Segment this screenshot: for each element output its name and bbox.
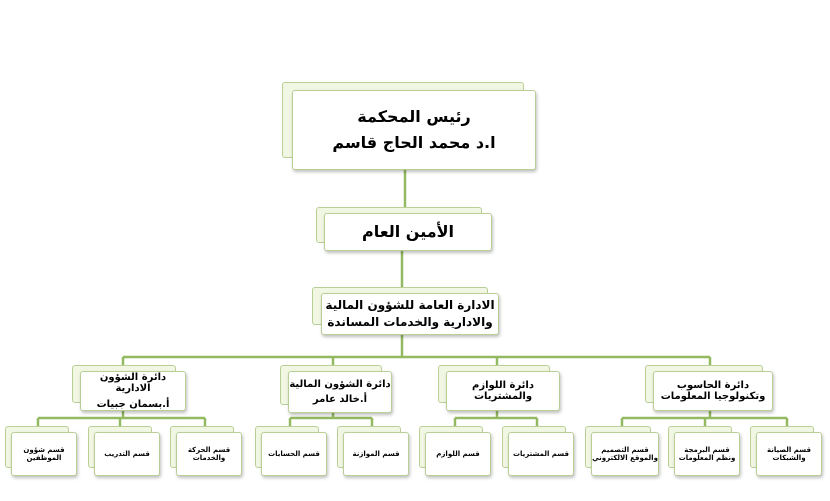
section-label-2: والشبكات: [772, 454, 806, 462]
section-label-2: ونظم المعلومات: [678, 454, 736, 462]
section-label: قسم شؤون: [23, 445, 65, 454]
section-label-2: والخدمات: [192, 454, 226, 462]
general-admin-line2: والادارية والخدمات المساندة: [327, 314, 493, 329]
section-label: قسم اللوازم: [436, 449, 480, 458]
general-admin-line1: الادارة العامة للشؤون المالية: [325, 297, 495, 312]
section-label: قسم الصيانة: [767, 445, 811, 454]
section-label: قسم البرمجة: [684, 445, 730, 454]
department-name: دائرة الشؤون الادارية: [99, 371, 167, 395]
section-label: قسم التدريب: [104, 449, 150, 458]
section-label-2: الموظفين: [26, 454, 62, 462]
department-subtitle: وتكنولوجيا المعلومات: [660, 391, 766, 402]
department-head: أ.بسمان جبيات: [96, 398, 170, 410]
head-title: رئيس المحكمة: [357, 106, 471, 126]
section-label-2: والموقع الالكتروني: [592, 454, 658, 462]
department-name: دائرة الحاسوب: [676, 379, 750, 391]
section-label: قسم الحركة: [187, 445, 231, 454]
department-name: دائرة الشؤون المالية: [289, 378, 391, 390]
section-label: قسم المشتريات: [513, 449, 569, 458]
section-label: قسم الحسابات: [268, 449, 320, 458]
head-name: ا.د محمد الحاج قاسم: [332, 133, 496, 152]
department-head: أ.خالد عامر: [312, 394, 368, 405]
section-label: قسم الموازنة: [352, 449, 400, 458]
secretary-label: الأمين العام: [361, 221, 455, 241]
section-label: قسم التصميم: [601, 445, 649, 454]
department-subtitle: والمشتريات: [473, 391, 533, 402]
department-name: دائرة اللوازم: [472, 379, 534, 391]
